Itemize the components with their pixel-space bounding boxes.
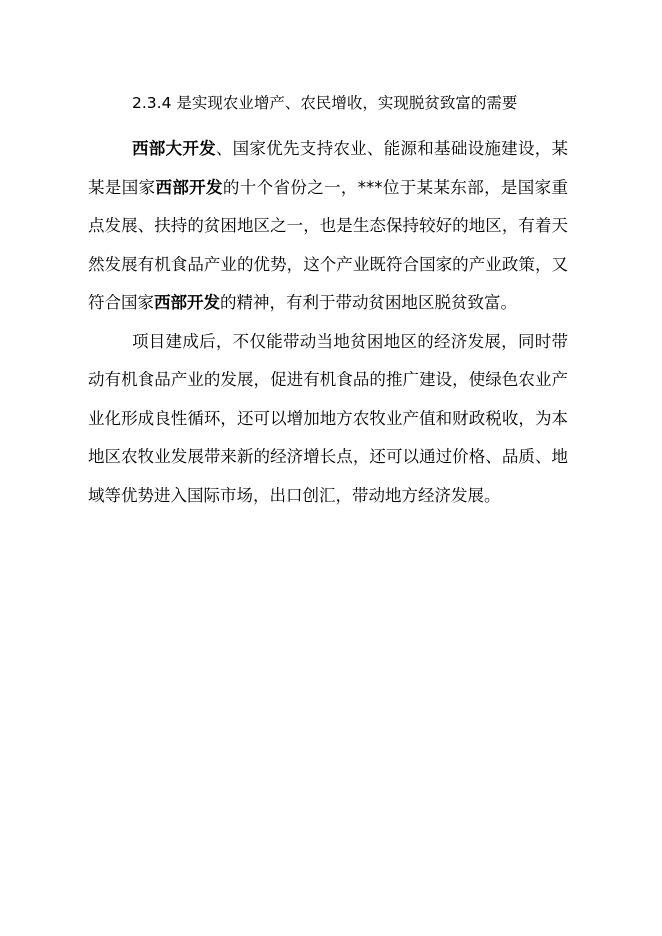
text-run: 、国家优先支持农业、能源和基础设施建设，某某是国家 (88, 139, 569, 197)
document-body (88, 88, 568, 515)
text-run: 项目建成后，不仅能带动当地贫困地区的经济发展，同时带动有机食品产业的发展，促进有机食品的推广建设，使绿色农业产业化形成良性循环，还可以增加地方农牧业产值和财政税收，为本地区农牧业发展带来新的经济增长点，还可以通过价格、品质、地域等优势进入国际市场，出口创汇，带动地方经济发展。 (88, 331, 568, 505)
paragraph-project-benefits (88, 323, 568, 516)
paragraph-western-development (88, 130, 568, 323)
text-run: 西部开发 (154, 293, 220, 312)
text-run: 的十个省份之一，***位于某某东部，是国家重点发展、扶持的贫困地区之一，也是生态保持较好的地区，有着天然发展有机食品产业的优势，这个产业既符合国家的产业政策，又符合国家 (88, 177, 569, 312)
text-run: 西部大开发 (132, 139, 216, 158)
text-run: 的精神，有利于带动贫困地区脱贫致富。 (220, 293, 517, 312)
text-run: 西部开发 (155, 177, 223, 197)
section-heading: 2.3.4 是实现农业增产、农民增收，实现脱贫致富的需要 (132, 94, 518, 112)
